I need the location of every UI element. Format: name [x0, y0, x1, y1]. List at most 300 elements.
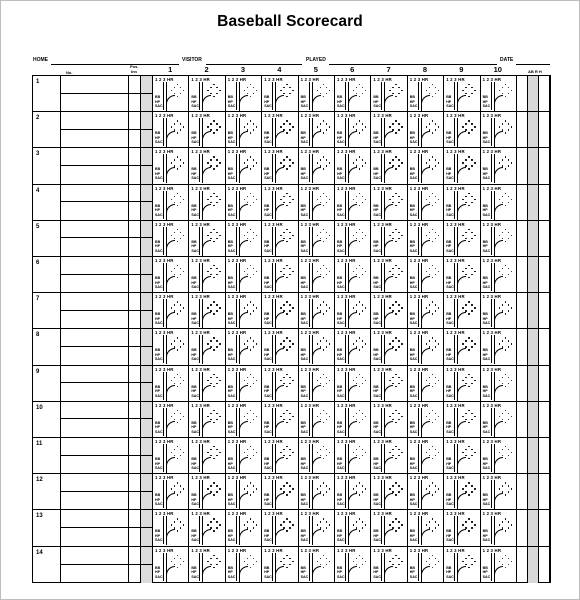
inning-header-6: 6 [350, 65, 355, 74]
total-cell[interactable] [528, 76, 539, 111]
inning-box[interactable] [481, 76, 517, 111]
inning-entered-cell[interactable] [141, 474, 153, 492]
total-cell[interactable] [517, 148, 528, 183]
inning-box[interactable] [444, 112, 480, 147]
substitute-position-cell[interactable] [129, 565, 141, 583]
substitute-inning-cell[interactable] [141, 166, 153, 184]
inning-box[interactable] [153, 402, 189, 437]
total-cell[interactable] [517, 366, 528, 401]
inning-box[interactable] [444, 221, 480, 256]
inning-box[interactable] [226, 438, 262, 473]
diamond-dot [250, 530, 251, 531]
inning-box[interactable] [299, 438, 335, 473]
total-cell[interactable] [517, 474, 528, 509]
player-name-cell[interactable] [61, 329, 129, 347]
inning-box[interactable] [299, 510, 335, 545]
substitute-name-cell[interactable] [61, 347, 129, 365]
total-cell[interactable] [528, 257, 539, 292]
box-label-sub2: HP [191, 171, 197, 176]
player-name-cell[interactable] [61, 221, 129, 239]
total-cell[interactable] [517, 112, 528, 147]
inning-box[interactable] [262, 366, 298, 401]
substitute-name-cell[interactable] [61, 528, 129, 546]
inning-box[interactable] [371, 76, 407, 111]
box-label-sub3: SAC [227, 393, 236, 398]
player-name-cell[interactable] [61, 257, 129, 275]
total-cell[interactable] [539, 293, 550, 328]
inning-box[interactable] [444, 293, 480, 328]
inning-box[interactable] [408, 76, 444, 111]
inning-box[interactable] [299, 257, 335, 292]
total-cell[interactable] [528, 148, 539, 183]
inning-box[interactable] [189, 510, 225, 545]
batter-number: 2 [33, 112, 61, 147]
box-label-sub2: HP [264, 244, 270, 249]
inning-box[interactable] [371, 257, 407, 292]
total-cell[interactable] [517, 547, 528, 583]
inning-box[interactable] [299, 293, 335, 328]
total-cell[interactable] [517, 221, 528, 256]
total-cell[interactable] [528, 510, 539, 545]
total-cell[interactable] [539, 257, 550, 292]
inning-box[interactable] [189, 293, 225, 328]
box-label-sub1: BB [264, 276, 270, 280]
inning-entered-cell[interactable] [141, 257, 153, 275]
diamond-dot [511, 90, 512, 91]
inning-entered-cell[interactable] [141, 510, 153, 528]
inning-entered-cell[interactable] [141, 76, 153, 94]
inning-box[interactable] [153, 148, 189, 183]
inning-box[interactable] [408, 185, 444, 220]
inning-box[interactable] [299, 112, 335, 147]
total-cell[interactable] [539, 185, 550, 220]
substitute-name-cell[interactable] [61, 456, 129, 474]
inning-box[interactable] [408, 293, 444, 328]
inning-box[interactable] [153, 510, 189, 545]
inning-box[interactable] [481, 402, 517, 437]
diamond-dot [247, 413, 248, 414]
inning-entered-cell[interactable] [141, 438, 153, 456]
inning-box[interactable] [444, 185, 480, 220]
position-cell[interactable] [129, 402, 141, 420]
substitute-position-cell[interactable] [129, 419, 141, 437]
inning-box[interactable] [189, 438, 225, 473]
inning-box[interactable] [408, 221, 444, 256]
substitute-position-cell[interactable] [129, 130, 141, 148]
inning-box[interactable] [335, 329, 371, 364]
diamond-dot [244, 199, 245, 200]
inning-box[interactable] [481, 438, 517, 473]
inning-box[interactable] [226, 221, 262, 256]
inning-box[interactable] [335, 366, 371, 401]
total-cell[interactable] [539, 402, 550, 437]
inning-box[interactable] [444, 402, 480, 437]
inning-box[interactable] [371, 148, 407, 183]
inning-box[interactable] [299, 366, 335, 401]
total-cell[interactable] [539, 366, 550, 401]
inning-box[interactable] [481, 329, 517, 364]
position-cell[interactable] [129, 185, 141, 203]
total-cell[interactable] [528, 474, 539, 509]
total-cell[interactable] [517, 438, 528, 473]
substitute-inning-cell[interactable] [141, 94, 153, 112]
inning-box[interactable] [371, 221, 407, 256]
inning-box[interactable] [299, 547, 335, 583]
total-cell[interactable] [517, 293, 528, 328]
inning-box[interactable] [262, 547, 298, 583]
inning-box[interactable] [299, 402, 335, 437]
inning-box[interactable] [408, 474, 444, 509]
inning-box[interactable] [189, 329, 225, 364]
player-name-cell[interactable] [61, 76, 129, 94]
inning-box[interactable] [189, 185, 225, 220]
player-name-cell[interactable] [61, 438, 129, 456]
inning-box[interactable] [408, 510, 444, 545]
inning-box[interactable] [335, 112, 371, 147]
diamond-dot [426, 488, 427, 489]
player-name-cell[interactable] [61, 402, 129, 420]
inning-box[interactable] [153, 438, 189, 473]
substitute-inning-cell[interactable] [141, 275, 153, 293]
inning-box[interactable] [335, 474, 371, 509]
inning-box[interactable] [153, 293, 189, 328]
substitute-name-cell[interactable] [61, 311, 129, 329]
diamond-dot [471, 455, 472, 456]
inning-box[interactable] [299, 148, 335, 183]
total-cell[interactable] [528, 366, 539, 401]
inning-box[interactable] [189, 474, 225, 509]
inning-box[interactable] [444, 76, 480, 111]
inning-box[interactable] [481, 185, 517, 220]
inning-box[interactable] [226, 257, 262, 292]
inning-box[interactable] [335, 510, 371, 545]
inning-box[interactable] [189, 221, 225, 256]
inning-box[interactable] [444, 148, 480, 183]
inning-box[interactable] [262, 474, 298, 509]
substitute-inning-cell[interactable] [141, 419, 153, 437]
count-label: 1 2 3 HR [409, 185, 429, 191]
inning-entered-cell[interactable] [141, 293, 153, 311]
substitute-inning-cell[interactable] [141, 311, 153, 329]
inning-box[interactable] [299, 329, 335, 364]
inning-box[interactable] [226, 510, 262, 545]
home-arc [348, 95, 357, 111]
total-cell[interactable] [517, 257, 528, 292]
inning-box[interactable] [335, 185, 371, 220]
position-cell[interactable] [129, 329, 141, 347]
substitute-position-cell[interactable] [129, 275, 141, 293]
inning-box[interactable] [444, 257, 480, 292]
inning-entered-cell[interactable] [141, 112, 153, 130]
substitute-inning-cell[interactable] [141, 383, 153, 401]
position-cell[interactable] [129, 221, 141, 239]
diamond-dot [392, 340, 393, 341]
inning-box[interactable] [335, 148, 371, 183]
inning-box[interactable] [189, 76, 225, 111]
inning-box[interactable] [262, 148, 298, 183]
home-arc [239, 566, 248, 582]
diamond-dot [465, 449, 466, 450]
inning-box[interactable] [189, 112, 225, 147]
total-cell[interactable] [539, 148, 550, 183]
box-label-sub1: BB [264, 167, 270, 172]
inning-box[interactable] [153, 329, 189, 364]
inning-box[interactable] [408, 329, 444, 364]
inning-box[interactable] [153, 547, 189, 583]
inning-box[interactable] [408, 257, 444, 292]
substitute-name-cell[interactable] [61, 275, 129, 293]
inning-box[interactable] [262, 76, 298, 111]
position-cell[interactable] [129, 438, 141, 456]
substitute-position-cell[interactable] [129, 94, 141, 112]
diamond-dot [395, 84, 396, 85]
substitute-position-cell[interactable] [129, 347, 141, 365]
inning-box[interactable] [299, 76, 335, 111]
diamond-dot [429, 238, 430, 239]
total-cell[interactable] [539, 510, 550, 545]
inning-entered-cell[interactable] [141, 329, 153, 347]
home-arc [457, 276, 466, 292]
inning-box[interactable] [335, 293, 371, 328]
diamond-dot [253, 521, 254, 522]
inning-box[interactable] [371, 474, 407, 509]
inning-box[interactable] [371, 402, 407, 437]
inning-box[interactable] [153, 112, 189, 147]
position-cell[interactable] [129, 293, 141, 311]
inning-box[interactable] [481, 366, 517, 401]
inning-box[interactable] [444, 547, 480, 583]
substitute-name-cell[interactable] [61, 565, 129, 583]
total-cell[interactable] [528, 112, 539, 147]
total-cell[interactable] [528, 402, 539, 437]
player-name-cell[interactable] [61, 148, 129, 166]
diamond-dot [247, 564, 248, 565]
total-cell[interactable] [539, 76, 550, 111]
inning-box[interactable] [262, 329, 298, 364]
total-cell[interactable] [539, 474, 550, 509]
total-cell[interactable] [539, 438, 550, 473]
inning-box[interactable] [481, 474, 517, 509]
inning-box[interactable] [444, 329, 480, 364]
substitute-name-cell[interactable] [61, 492, 129, 510]
inning-box[interactable] [226, 293, 262, 328]
player-name-cell[interactable] [61, 510, 129, 528]
inning-entered-cell[interactable] [141, 148, 153, 166]
inning-box[interactable] [153, 76, 189, 111]
substitute-position-cell[interactable] [129, 238, 141, 256]
inning-box[interactable] [481, 293, 517, 328]
total-cell[interactable] [517, 185, 528, 220]
inning-box[interactable] [226, 76, 262, 111]
substitute-position-cell[interactable] [129, 528, 141, 546]
substitute-inning-cell[interactable] [141, 130, 153, 148]
substitute-inning-cell[interactable] [141, 202, 153, 220]
substitute-name-cell[interactable] [61, 238, 129, 256]
substitute-inning-cell[interactable] [141, 347, 153, 365]
inning-box[interactable] [408, 402, 444, 437]
box-label-sub3: SAC [264, 104, 272, 108]
diamond-dot [395, 494, 396, 495]
inning-box[interactable] [408, 438, 444, 473]
player-name-cell[interactable] [61, 112, 129, 130]
inning-box[interactable] [226, 366, 262, 401]
inning-box[interactable] [153, 366, 189, 401]
inning-box[interactable] [153, 474, 189, 509]
position-cell[interactable] [129, 257, 141, 275]
total-cell[interactable] [517, 76, 528, 111]
total-cell[interactable] [517, 329, 528, 364]
inning-box[interactable] [299, 185, 335, 220]
inning-box[interactable] [262, 438, 298, 473]
inning-box[interactable] [335, 76, 371, 111]
totals-cells [517, 221, 550, 256]
inning-box[interactable] [481, 547, 517, 583]
inning-box[interactable] [481, 148, 517, 183]
inning-box[interactable] [335, 547, 371, 583]
home-arc [312, 348, 321, 364]
inning-box[interactable] [481, 221, 517, 256]
substitute-position-cell[interactable] [129, 456, 141, 474]
diamond-dot [174, 419, 175, 420]
inn-column-header: Inn [131, 69, 137, 74]
position-cell[interactable] [129, 366, 141, 384]
total-cell[interactable] [528, 547, 539, 583]
inning-box[interactable] [371, 510, 407, 545]
inning-box[interactable] [262, 221, 298, 256]
substitute-inning-cell[interactable] [141, 492, 153, 510]
inning-box[interactable] [262, 293, 298, 328]
total-cell[interactable] [539, 112, 550, 147]
player-name-cell[interactable] [61, 366, 129, 384]
total-cell[interactable] [539, 547, 550, 583]
substitute-position-cell[interactable] [129, 492, 141, 510]
inning-entered-cell[interactable] [141, 185, 153, 203]
total-cell[interactable] [528, 293, 539, 328]
position-cell[interactable] [129, 510, 141, 528]
inning-box[interactable] [481, 510, 517, 545]
substitute-inning-cell[interactable] [141, 528, 153, 546]
inning-box[interactable] [262, 112, 298, 147]
substitute-name-cell[interactable] [61, 130, 129, 148]
inning-box[interactable] [226, 185, 262, 220]
inning-box[interactable] [153, 185, 189, 220]
substitute-name-cell[interactable] [61, 383, 129, 401]
inning-box[interactable] [189, 257, 225, 292]
inning-box[interactable] [335, 221, 371, 256]
player-name-cell[interactable] [61, 293, 129, 311]
inning-box[interactable] [226, 112, 262, 147]
diamond-dot [471, 346, 472, 347]
total-cell[interactable] [517, 402, 528, 437]
inning-entered-cell[interactable] [141, 547, 153, 565]
diamond-dot [247, 558, 248, 559]
inning-box[interactable] [226, 474, 262, 509]
inning-box[interactable] [226, 402, 262, 437]
inning-box[interactable] [153, 221, 189, 256]
inning-box[interactable] [408, 366, 444, 401]
substitute-position-cell[interactable] [129, 383, 141, 401]
substitute-name-cell[interactable] [61, 419, 129, 437]
box-label-sub2: HP [373, 208, 379, 213]
inning-box[interactable] [189, 402, 225, 437]
position-cell[interactable] [129, 148, 141, 166]
substitute-name-cell[interactable] [61, 202, 129, 220]
total-cell[interactable] [517, 510, 528, 545]
position-cell[interactable] [129, 474, 141, 492]
inning-entered-cell[interactable] [141, 402, 153, 420]
inning-box[interactable] [262, 185, 298, 220]
substitute-name-cell[interactable] [61, 94, 129, 112]
inning-box[interactable] [226, 547, 262, 583]
substitute-position-cell[interactable] [129, 311, 141, 329]
inning-box[interactable] [371, 185, 407, 220]
position-cell[interactable] [129, 547, 141, 565]
total-cell[interactable] [528, 329, 539, 364]
substitute-inning-cell[interactable] [141, 456, 153, 474]
total-cell[interactable] [528, 185, 539, 220]
inning-box[interactable] [444, 474, 480, 509]
inning-box[interactable] [408, 148, 444, 183]
inning-box[interactable] [371, 366, 407, 401]
inning-box[interactable] [481, 257, 517, 292]
inning-box[interactable] [408, 112, 444, 147]
inning-box[interactable] [408, 547, 444, 583]
inning-box[interactable] [371, 112, 407, 147]
inning-box[interactable] [335, 402, 371, 437]
inning-box[interactable] [153, 257, 189, 292]
position-cell[interactable] [129, 76, 141, 94]
inning-box[interactable] [371, 329, 407, 364]
inning-box[interactable] [226, 329, 262, 364]
inning-box[interactable] [262, 402, 298, 437]
inning-box[interactable] [481, 112, 517, 147]
inning-box[interactable] [335, 438, 371, 473]
inning-box[interactable] [371, 547, 407, 583]
substitute-position-cell[interactable] [129, 202, 141, 220]
player-name-cell[interactable] [61, 185, 129, 203]
inning-box[interactable] [226, 148, 262, 183]
position-cell[interactable] [129, 112, 141, 130]
substitute-inning-cell[interactable] [141, 565, 153, 583]
inning-box[interactable] [444, 438, 480, 473]
substitute-inning-cell[interactable] [141, 238, 153, 256]
inning-box[interactable] [262, 257, 298, 292]
count-label: 1 2 3 HR [227, 113, 247, 119]
inning-box[interactable] [335, 257, 371, 292]
inning-box[interactable] [299, 474, 335, 509]
inning-entered-cell[interactable] [141, 366, 153, 384]
player-name-cell[interactable] [61, 547, 129, 565]
inning-box[interactable] [189, 148, 225, 183]
total-cell[interactable] [528, 438, 539, 473]
substitute-position-cell[interactable] [129, 166, 141, 184]
date-field[interactable] [516, 64, 550, 65]
inning-box[interactable] [299, 221, 335, 256]
inning-box[interactable] [262, 510, 298, 545]
total-cell[interactable] [528, 221, 539, 256]
total-cell[interactable] [539, 221, 550, 256]
inning-box[interactable] [371, 293, 407, 328]
inning-box[interactable] [189, 547, 225, 583]
substitute-name-cell[interactable] [61, 166, 129, 184]
player-name-cell[interactable] [61, 474, 129, 492]
inning-box[interactable] [444, 366, 480, 401]
inning-box[interactable] [189, 366, 225, 401]
inning-box[interactable] [444, 510, 480, 545]
total-cell[interactable] [539, 329, 550, 364]
inning-box[interactable] [371, 438, 407, 473]
inning-entered-cell[interactable] [141, 221, 153, 239]
